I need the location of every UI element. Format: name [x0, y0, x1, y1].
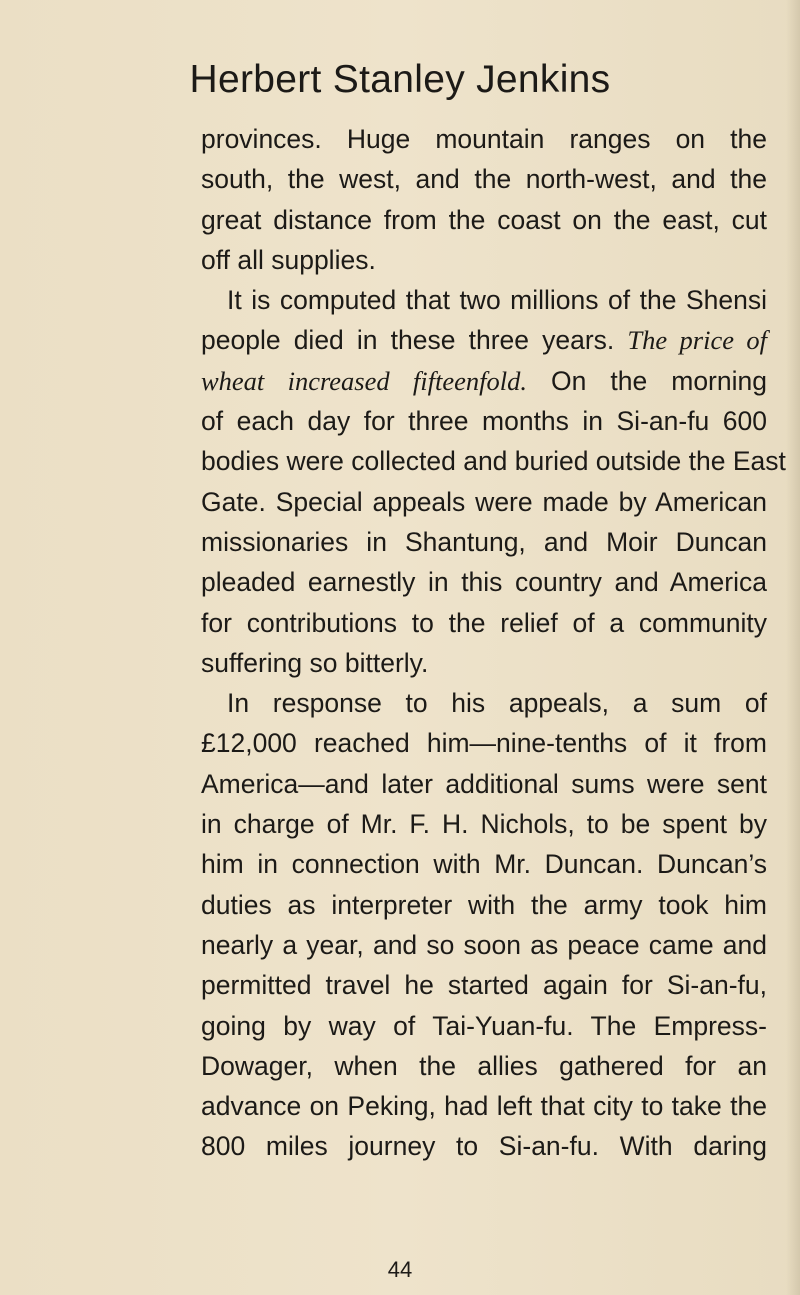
text-line: 800 miles journey to Si-an-fu. With daring — [201, 1131, 767, 1162]
text-line: suffering so bitterly. — [201, 647, 429, 678]
text-line: pleaded earnestly in this country and America — [201, 567, 767, 598]
text-line: Gate. Special appeals were made by American — [201, 486, 767, 517]
italic-phrase: wheat increased fifteenfold. — [201, 365, 527, 396]
text-line: him in connection with Mr. Duncan. Duncan’s — [201, 849, 767, 880]
text-line: of each day for three months in Si-an-fu 600 — [201, 406, 767, 437]
text-line: bodies were collected and buried outside the East — [201, 446, 786, 477]
text-line: America—and later additional sums were sent — [201, 768, 767, 799]
text-line: in charge of Mr. F. H. Nichols, to be spent by — [201, 809, 767, 840]
text-line: duties as interpreter with the army took him — [201, 889, 767, 920]
italic-phrase: The price of — [627, 325, 767, 356]
text-line: advance on Peking, had left that city to take the — [201, 1091, 767, 1122]
page-edge-shadow — [786, 0, 800, 1295]
text-line: wheat increased fifteenfold. On the morning — [201, 365, 767, 396]
text-line: It is computed that two millions of the Shensi — [227, 285, 767, 316]
text-line: provinces. Huge mountain ranges on the — [201, 124, 767, 154]
text-line: great distance from the coast on the east, cut — [201, 204, 767, 235]
page-number: 44 — [387, 1257, 413, 1282]
text-line: missionaries in Shantung, and Moir Duncan — [201, 526, 767, 557]
text-line: south, the west, and the north-west, and the — [201, 164, 767, 195]
text-line: £12,000 reached him—nine-tenths of it from — [201, 728, 767, 759]
text-line: going by way of Tai-Yuan-fu. The Empress- — [201, 1010, 767, 1041]
body-text — [201, 119, 786, 1167]
text-line: people died in these three years. The price of — [201, 325, 767, 356]
text-line: off all supplies. — [201, 244, 376, 275]
text-line: permitted travel he started again for Si-an-fu, — [201, 970, 767, 1001]
text-line: Dowager, when the allies gathered for an — [201, 1050, 767, 1081]
running-head: Herbert Stanley Jenkins — [189, 58, 611, 101]
text-line: for contributions to the relief of a community — [201, 607, 767, 638]
text-line: In response to his appeals, a sum of — [227, 688, 767, 719]
text-line: nearly a year, and so soon as peace came and — [201, 929, 767, 960]
